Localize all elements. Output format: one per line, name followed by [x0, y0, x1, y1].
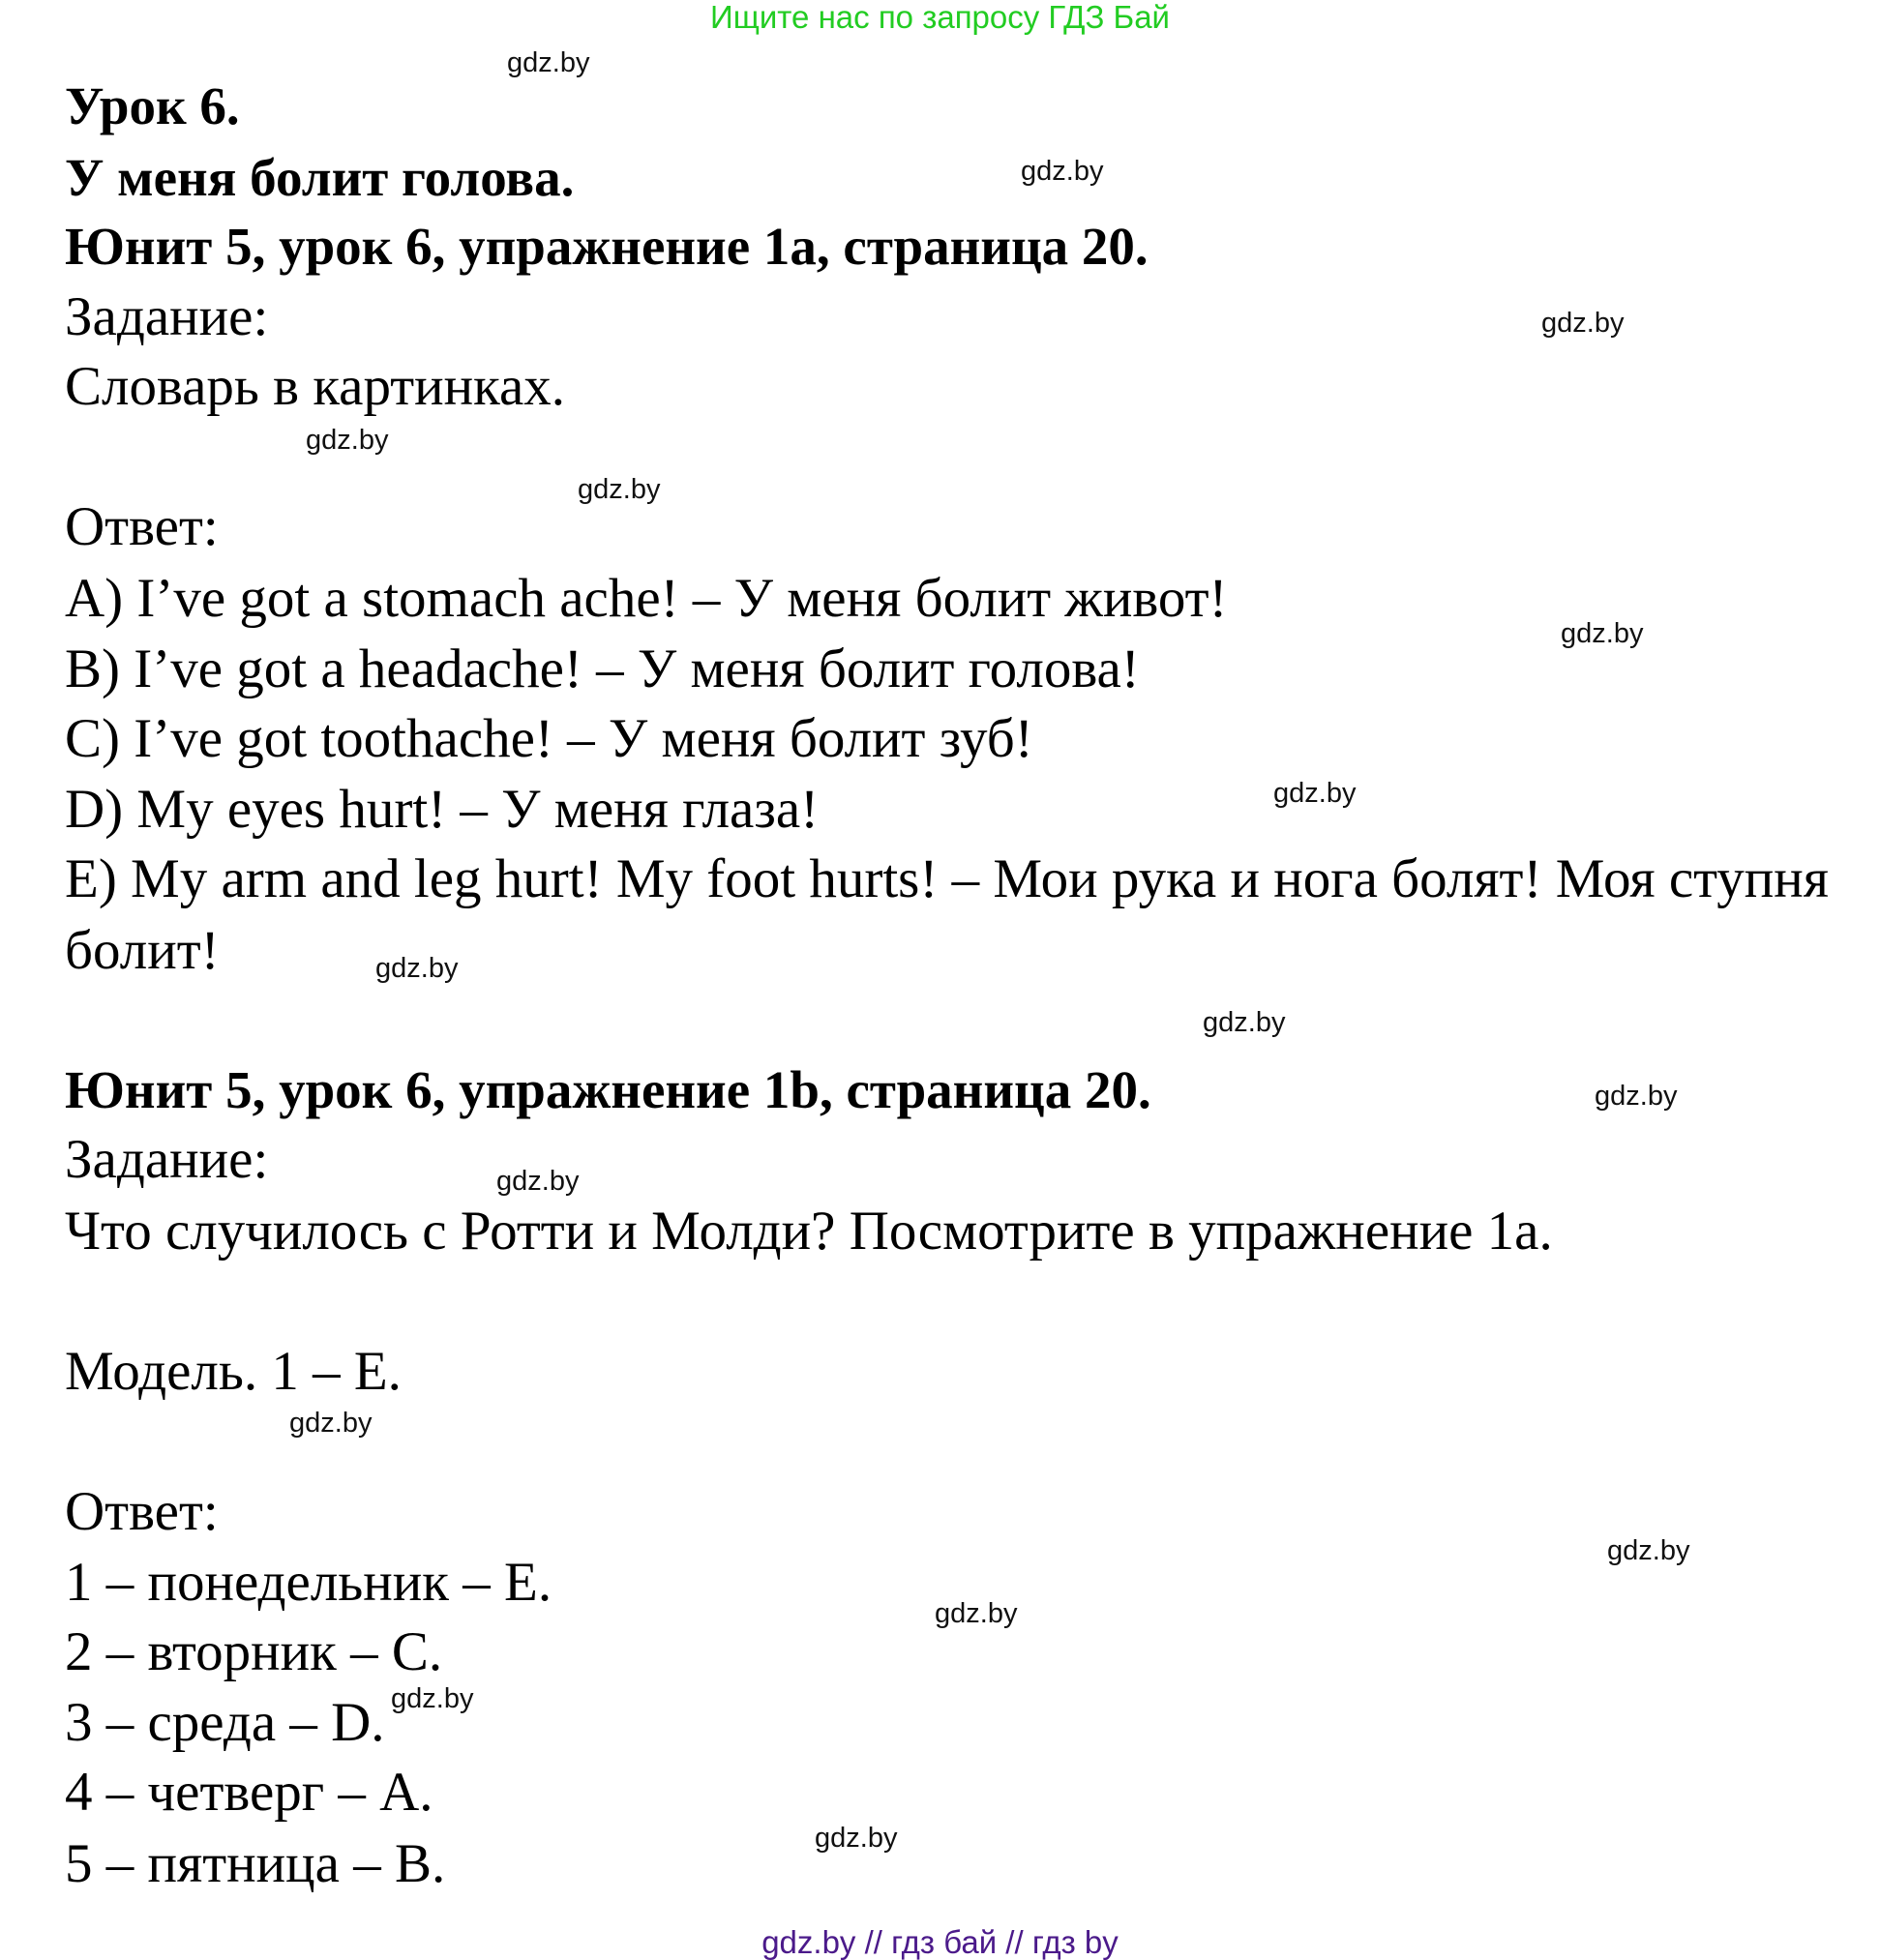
search-banner: Ищите нас по запросу ГДЗ Бай [710, 0, 1170, 35]
footer-banner: gdz.by // гдз бай // гдз by [761, 1924, 1119, 1960]
exercise-1a-heading: Юнит 5, урок 6, упражнение 1a, страница 20. [65, 217, 1149, 276]
lesson-subtitle: У меня болит голова. [65, 148, 575, 207]
watermark: gdz.by [507, 47, 590, 78]
answer-line: 4 – четверг – A. [65, 1762, 433, 1823]
exercise-1b-task-label: Задание: [65, 1129, 269, 1190]
answer-line: 1 – понедельник – E. [65, 1552, 552, 1613]
answer-line: 3 – среда – D. [65, 1692, 385, 1753]
exercise-1a-task-label: Задание: [65, 286, 269, 347]
exercise-1b-task-text: Что случилось с Ротти и Молди? Посмотрите в упражнение 1a. [65, 1201, 1553, 1262]
answer-line: 2 – вторник – C. [65, 1621, 443, 1682]
lesson-title: Урок 6. [65, 76, 240, 135]
watermark: gdz.by [1595, 1081, 1678, 1112]
watermark: gdz.by [1561, 618, 1644, 649]
answer-line: E) My arm and leg hurt! My foot hurts! – Мои рука и нога болят! Моя ступня [65, 848, 1830, 909]
answer-line: болит! [65, 920, 220, 981]
watermark: gdz.by [375, 953, 459, 984]
exercise-1a-task-text: Словарь в картинках. [65, 356, 566, 417]
watermark: gdz.by [391, 1683, 474, 1714]
watermark: gdz.by [1607, 1535, 1690, 1566]
answer-line: 5 – пятница – B. [65, 1833, 446, 1894]
watermark: gdz.by [815, 1823, 898, 1854]
watermark: gdz.by [306, 425, 389, 456]
watermark: gdz.by [1203, 1007, 1286, 1038]
exercise-1b-model: Модель. 1 – E. [65, 1341, 402, 1402]
answer-line: C) I’ve got toothache! – У меня болит зуб! [65, 708, 1033, 769]
answer-line: A) I’ve got a stomach ache! – У меня болит живот! [65, 568, 1228, 629]
exercise-1b-heading: Юнит 5, урок 6, упражнение 1b, страница 20. [65, 1060, 1151, 1119]
watermark: gdz.by [1021, 156, 1104, 187]
exercise-1a-answer-label: Ответ: [65, 496, 219, 557]
answer-line: D) My eyes hurt! – У меня глаза! [65, 779, 820, 840]
watermark: gdz.by [578, 474, 661, 505]
watermark: gdz.by [496, 1166, 580, 1197]
watermark: gdz.by [289, 1408, 373, 1439]
exercise-1b-answer-label: Ответ: [65, 1481, 219, 1542]
watermark: gdz.by [1541, 308, 1625, 339]
watermark: gdz.by [1273, 778, 1357, 809]
answer-line: B) I’ve got a headache! – У меня болит голова! [65, 638, 1140, 699]
watermark: gdz.by [935, 1598, 1018, 1629]
